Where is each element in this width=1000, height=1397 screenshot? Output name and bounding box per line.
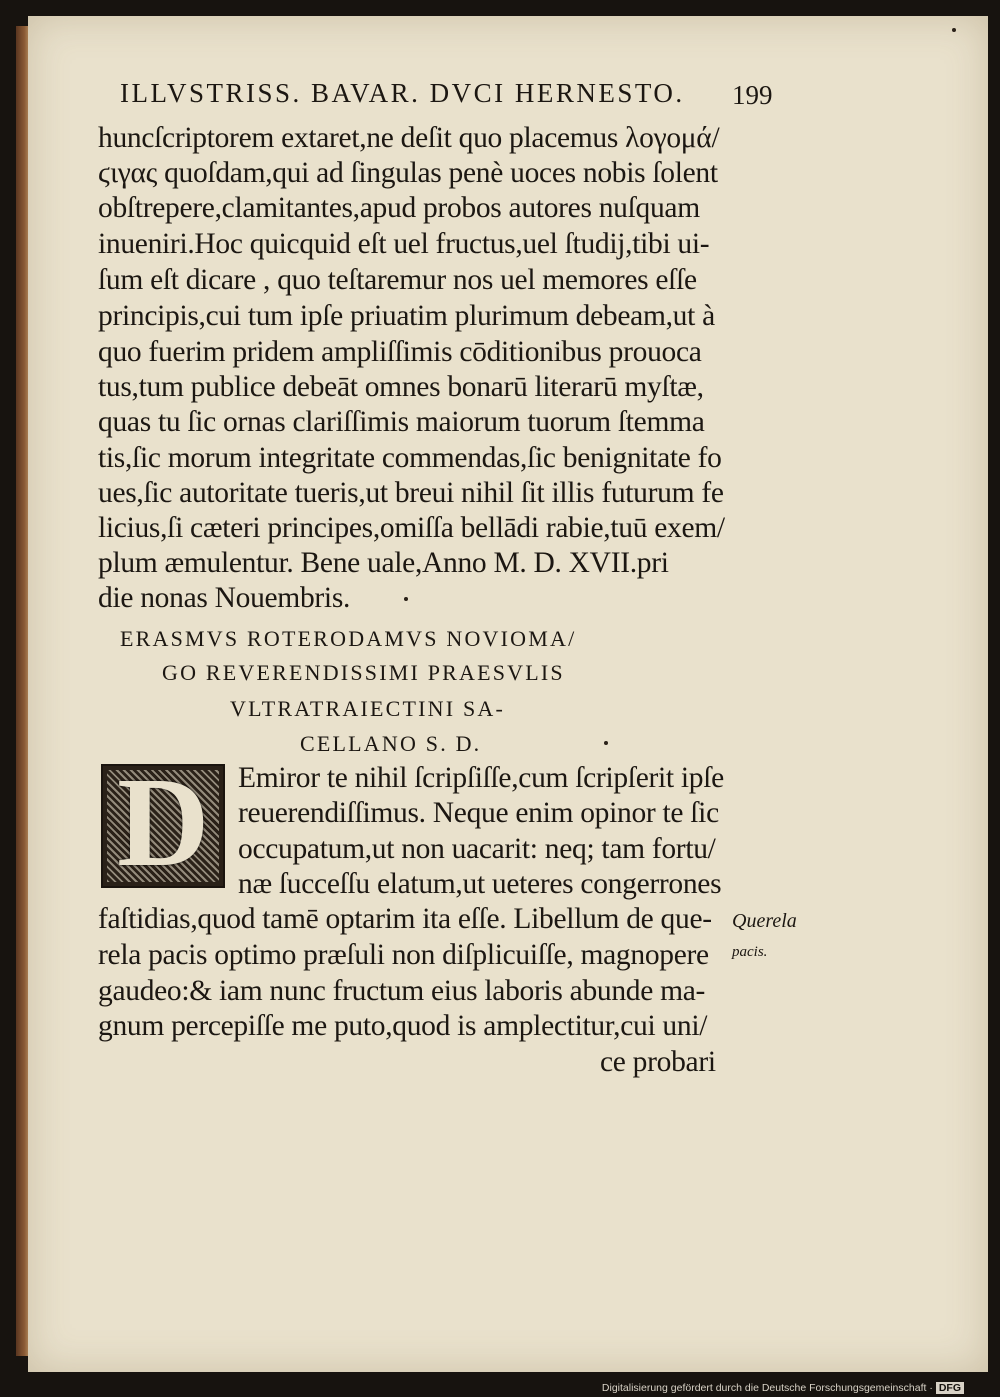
letter-heading-line: ERASMVS ROTERODAMVS NOVIOMA/ xyxy=(120,626,577,651)
body-line: obſtrepere,clamitantes,apud probos autores nuſquam xyxy=(98,192,700,224)
body-line: gaudeo:& iam nunc fructum eius laboris abunde ma- xyxy=(98,975,706,1007)
body-line: licius,ſi cæteri principes,omiſſa bellādi rabie,tuū exem/ xyxy=(98,512,725,544)
body-line: næ ſucceſſu elatum,ut ueteres congerrones xyxy=(238,868,722,900)
body-line: tus,tum publice debeāt omnes bonarū literarū myſtæ, xyxy=(98,371,704,403)
dfg-logo: DFG xyxy=(936,1382,964,1394)
ink-speck xyxy=(952,28,956,32)
body-line: reuerendiſſimus. Neque enim opinor te ſic xyxy=(238,797,719,829)
ink-speck xyxy=(604,741,608,745)
body-line: die nonas Nouembris. xyxy=(98,582,351,614)
body-line: quas tu ſic ornas clariſſimis maiorum tuorum ſtemma xyxy=(98,406,705,438)
page-number: 199 xyxy=(732,80,773,110)
body-line: ϛιγας quoſdam,qui ad ſingulas penè uoces nobis ſolent xyxy=(98,157,718,189)
digitization-credit xyxy=(602,1382,964,1394)
body-line: rela pacis optimo præſuli non diſplicuiſſe, magnopere xyxy=(98,939,709,971)
body-line: ues,ſic autoritate tueris,ut breui nihil ſit illis futurum fe xyxy=(98,477,724,509)
body-line: faſtidias,quod tamē optarim ita eſſe. Libellum de que- xyxy=(98,903,712,935)
body-line: principis,cui tum ipſe priuatim plurimum debeam,ut à xyxy=(98,300,715,332)
margin-note: pacis. xyxy=(732,944,768,960)
credit-text: Digitalisierung gefördert durch die Deutsche Forschungsgemeinschaft · xyxy=(601,1382,933,1394)
letter-heading-line: CELLANO S. D. xyxy=(300,731,482,756)
margin-note: Querela xyxy=(732,910,797,932)
body-line: occupatum,ut non uacarit: neq; tam fortu/ xyxy=(238,833,716,865)
catchword: ce probari xyxy=(600,1046,716,1078)
body-line: tis,ſic morum integritate commendas,ſic benignitate fo xyxy=(98,442,722,474)
body-line: ſum eſt dicare , quo teſtaremur nos uel memores eſſe xyxy=(98,264,697,296)
body-line: inueniri.Hoc quicquid eſt uel fructus,uel ſtudij,tibi ui- xyxy=(98,228,710,260)
decorated-initial xyxy=(101,764,225,888)
body-line: plum æmulentur. Bene uale,Anno M. D. XVII.pri xyxy=(98,547,669,579)
body-line: quo fuerim pridem ampliſſimis cōditionibus prouoca xyxy=(98,336,702,368)
letter-heading-line: GO REVERENDISSIMI PRAESVLIS xyxy=(162,660,565,685)
initial-letter: D xyxy=(117,764,210,888)
body-line: gnum percepiſſe me puto,quod is amplectitur,cui uni/ xyxy=(98,1010,708,1042)
ink-speck xyxy=(404,597,408,601)
running-title: ILLVSTRISS. BAVAR. DVCI HERNESTO. xyxy=(120,78,685,108)
letter-heading-line: VLTRATRAIECTINI SA- xyxy=(230,696,506,721)
body-line: Emiror te nihil ſcripſiſſe,cum ſcripſerit ipſe xyxy=(238,762,724,794)
body-line: huncſcriptorem extaret,ne deſit quo placemus λογομά/ xyxy=(98,122,720,154)
